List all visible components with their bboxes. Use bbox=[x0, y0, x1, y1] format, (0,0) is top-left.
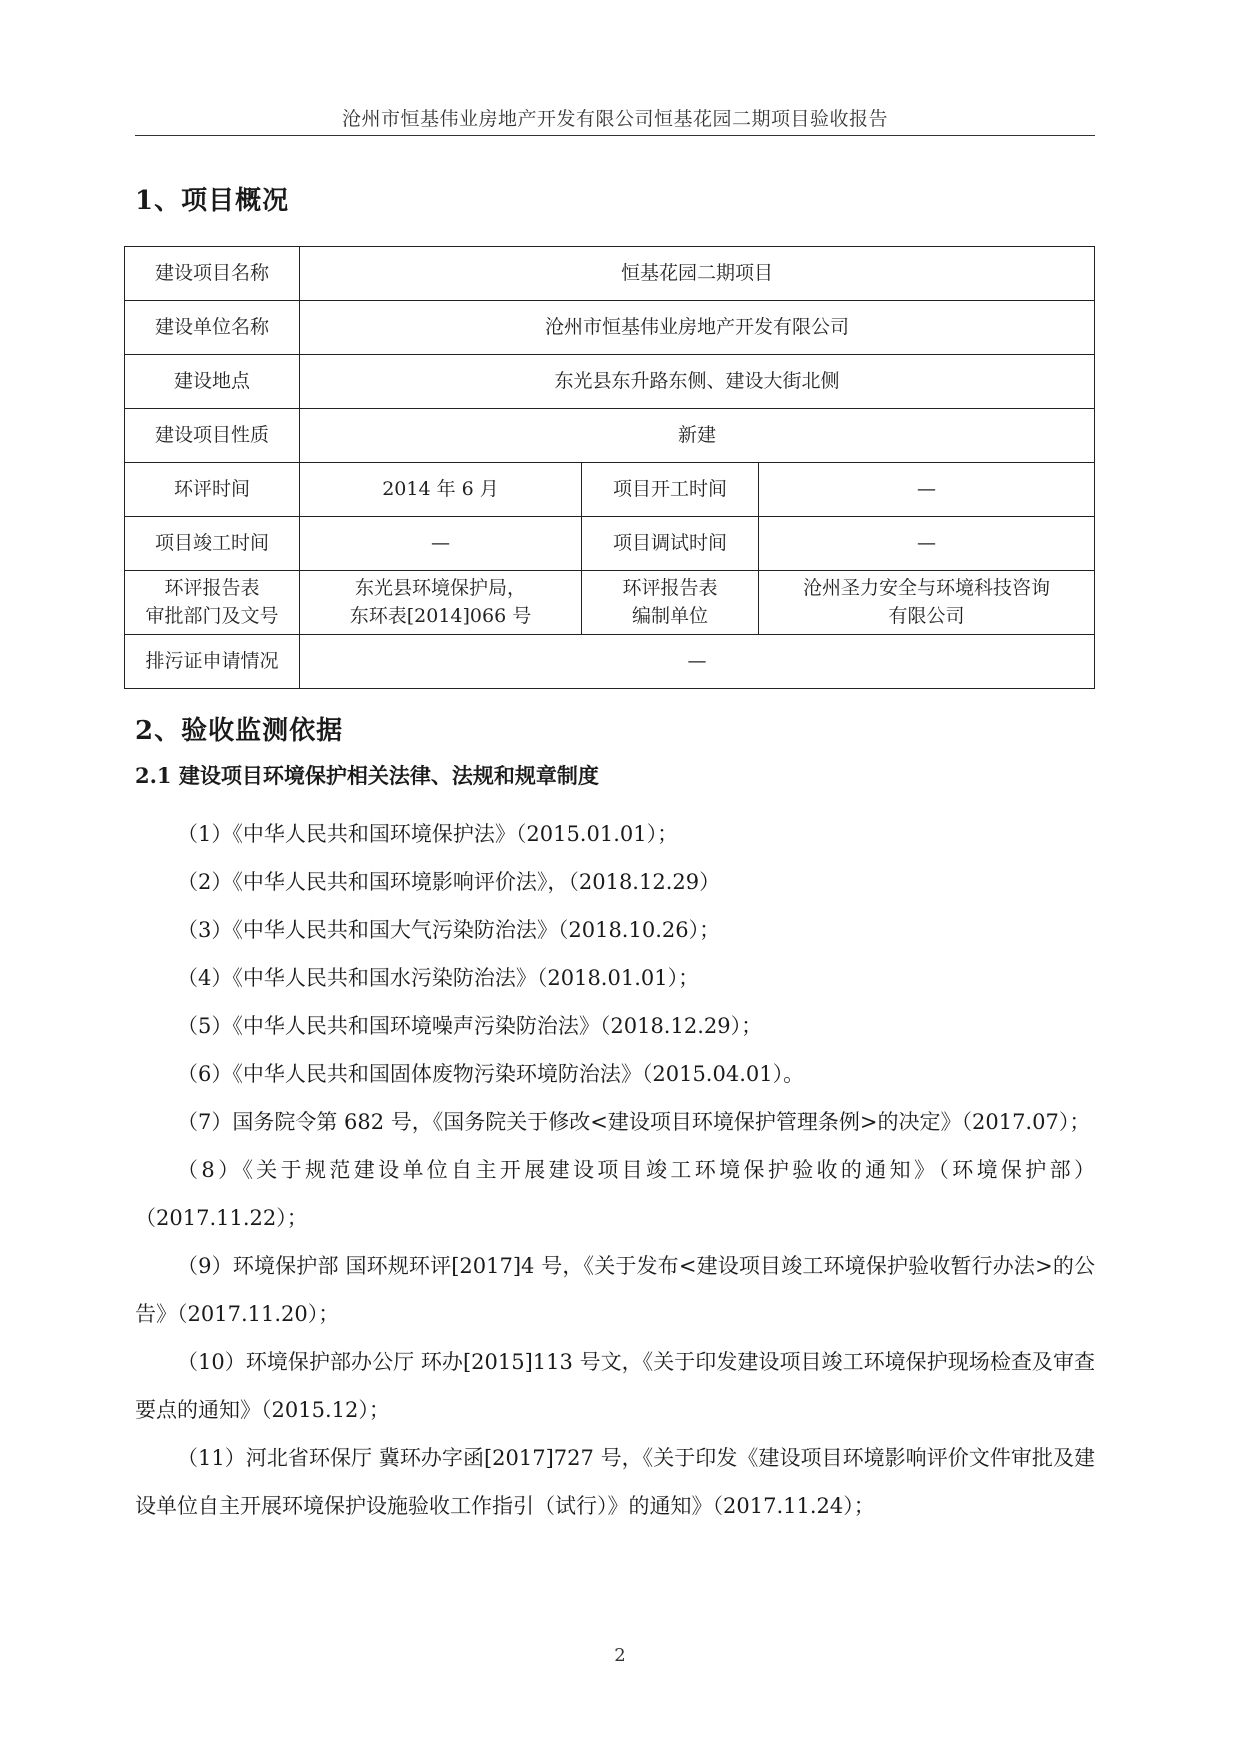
table-row bbox=[125, 247, 1095, 301]
compiler-value-line: 有限公司 bbox=[888, 604, 965, 627]
table-row bbox=[125, 463, 1095, 517]
table-label: 项目调试时间 bbox=[582, 517, 759, 571]
header-divider bbox=[135, 135, 1095, 136]
list-item: （3）《中华人民共和国大气污染防治法》（2018.10.26）； bbox=[177, 918, 721, 942]
table-label: 建设地点 bbox=[125, 355, 300, 409]
list-item: （11）河北省环保厅 冀环办字函[2017]727 号，《关于印发《建设项目环境影响评价文件审批及建设单位自主开展环境保护设施验收工作指引（试行）》的通知》（2017.11.24）； bbox=[135, 1446, 1095, 1518]
list-item: （1）《中华人民共和国环境保护法》（2015.01.01）； bbox=[177, 822, 679, 846]
table-label bbox=[582, 571, 759, 635]
table-label: 项目竣工时间 bbox=[125, 517, 300, 571]
regulation-list bbox=[135, 810, 1095, 1530]
compiler-label-line: 编制单位 bbox=[631, 604, 708, 627]
table-label: 建设项目名称 bbox=[125, 247, 300, 301]
page-header: 沧州市恒基伟业房地产开发有限公司恒基花园二期项目验收报告 bbox=[341, 108, 888, 130]
table-label bbox=[125, 571, 300, 635]
table-row bbox=[125, 635, 1095, 689]
list-item: （5）《中华人民共和国环境噪声污染防治法》（2018.12.29）； bbox=[177, 1014, 763, 1038]
table-value: — bbox=[759, 517, 1095, 571]
subsection-2-1-title: 2.1 建设项目环境保护相关法律、法规和规章制度 bbox=[135, 763, 599, 788]
table-value: 2014 年 6 月 bbox=[300, 463, 582, 517]
compiler-label-line: 环评报告表 bbox=[622, 576, 718, 599]
table-value: 恒基花园二期项目 bbox=[300, 247, 1095, 301]
list-item: （2）《中华人民共和国环境影响评价法》，（2018.12.29） bbox=[177, 870, 721, 894]
table-value bbox=[300, 571, 582, 635]
approval-value-line: 东光县环境保护局， bbox=[354, 576, 526, 599]
table-value: 东光县东升路东侧、建设大街北侧 bbox=[300, 355, 1095, 409]
table-value: 沧州市恒基伟业房地产开发有限公司 bbox=[300, 301, 1095, 355]
page-number: 2 bbox=[614, 1645, 626, 1666]
table-label: 建设项目性质 bbox=[125, 409, 300, 463]
table-label: 环评时间 bbox=[125, 463, 300, 517]
list-item: （6）《中华人民共和国固体废物污染环境防治法》（2015.04.01）。 bbox=[177, 1062, 805, 1086]
table-value: — bbox=[759, 463, 1095, 517]
list-item: （4）《中华人民共和国水污染防治法》（2018.01.01）； bbox=[177, 966, 700, 990]
approval-value-line: 东环表[2014]066 号 bbox=[349, 604, 532, 627]
table-row bbox=[125, 409, 1095, 463]
table-row bbox=[125, 301, 1095, 355]
approval-label-line: 审批部门及文号 bbox=[145, 604, 279, 627]
table-value bbox=[759, 571, 1095, 635]
table-row bbox=[125, 517, 1095, 571]
table-label: 排污证申请情况 bbox=[125, 635, 300, 689]
section-2-title: 2、验收监测依据 bbox=[135, 716, 344, 746]
table-row bbox=[125, 571, 1095, 635]
list-item: （8）《关于规范建设单位自主开展建设项目竣工环境保护验收的通知》（环境保护部）（2017.11.22）； bbox=[135, 1158, 1095, 1230]
table-value: 新建 bbox=[300, 409, 1095, 463]
table-label: 项目开工时间 bbox=[582, 463, 759, 517]
project-overview-table bbox=[124, 246, 1095, 689]
compiler-value-line: 沧州圣力安全与环境科技咨询 bbox=[803, 576, 1051, 599]
table-value: — bbox=[300, 635, 1095, 689]
list-item: （7）国务院令第 682 号，《国务院关于修改<建设项目环境保护管理条例>的决定》（2017.07）； bbox=[177, 1110, 1091, 1134]
list-item: （9）环境保护部 国环规环评[2017]4 号，《关于发布<建设项目竣工环境保护验收暂行办法>的公告》（2017.11.20）； bbox=[135, 1254, 1095, 1326]
table-row bbox=[125, 355, 1095, 409]
table-label: 建设单位名称 bbox=[125, 301, 300, 355]
section-1-title: 1、项目概况 bbox=[135, 186, 290, 216]
table-value: — bbox=[300, 517, 582, 571]
approval-label-line: 环评报告表 bbox=[164, 576, 260, 599]
list-item: （10）环境保护部办公厅 环办[2015]113 号文，《关于印发建设项目竣工环境保护现场检查及审查要点的通知》（2015.12）； bbox=[135, 1350, 1095, 1422]
